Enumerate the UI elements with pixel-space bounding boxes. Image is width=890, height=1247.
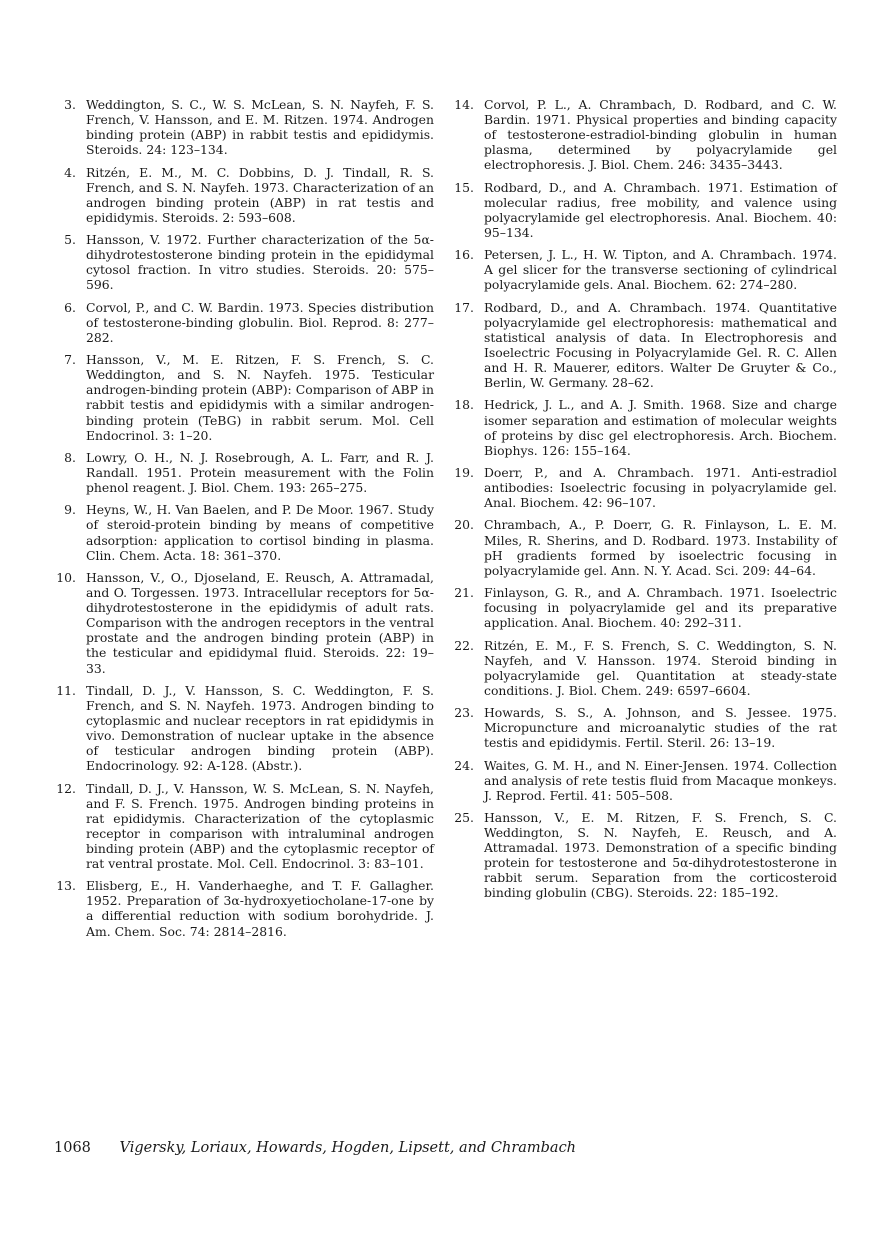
reference-item [452,97,837,172]
reference-text: Tindall, D. J., V. Hansson, S. C. Weddington, F. S. French, and S. N. Nayfeh. 1973. Androgen binding to cytoplasmic and nuclear receptors in rat epididymis in vivo. Demonstration of nuclear uptake in the absence of testicular androgen binding protein (ABP). Endocrinology. 92: A-128. (Abstr.). [86,682,434,774]
references-left-column [54,97,434,946]
reference-item [54,683,434,774]
reference-number: 13. [56,878,76,894]
reference-item [54,352,434,443]
reference-item [452,397,837,457]
reference-number: 19. [454,465,474,480]
references-right-column [452,97,837,908]
reference-item [452,180,837,240]
reference-item [452,300,837,391]
reference-text: Hansson, V. 1972. Further characterization of the 5α-dihydrotestosterone binding protein in the epididymal cytosol fraction. In vitro studies. Steroids. 20: 575–596. [86,232,434,293]
reference-item [452,517,837,577]
reference-item [54,878,434,938]
reference-item [452,810,837,901]
reference-text: Hansson, V., E. M. Ritzen, F. S. French, S. C. Weddington, S. N. Nayfeh, E. Reusch, and A. Attramadal. 1973. Demonstration of a specific binding protein for testosterone and 5α-dihydrotestosterone in rabbit serum. Separation from the corticosteroid binding globulin (CBG). Steroids. 22: 185–192. [484,810,837,901]
reference-text: Heyns, W., H. Van Baelen, and P. De Moor. 1967. Study of steroid-protein binding by means of competitive adsorption: application to cortisol binding in plasma. Clin. Chem. Acta. 18: 361–370. [86,502,434,563]
reference-text: Hedrick, J. L., and A. J. Smith. 1968. Size and charge isomer separation and estimation of molecular weights of proteins by disc gel electrophoresis. Arch. Biochem. Biophys. 126: 155–164. [484,397,837,458]
reference-item [54,165,434,225]
reference-text: Lowry, O. H., N. J. Rosebrough, A. L. Farr, and R. J. Randall. 1951. Protein measurement with the Folin phenol reagent. J. Biol. Chem. 193: 265–275. [86,449,434,496]
reference-item [452,585,837,630]
reference-item [54,97,434,157]
reference-text: Ritzén, E. M., F. S. French, S. C. Weddington, S. N. Nayfeh, and V. Hansson. 1974. Steroid binding in polyacrylamide gel. Quantitation at steady-state conditions. J. Biol. Chem. 249: 6597–6604. [484,637,837,698]
reference-number: 5. [64,232,76,248]
reference-number: 6. [64,299,76,315]
reference-number: 24. [454,757,474,773]
reference-text: Corvol, P., and C. W. Bardin. 1973. Species distribution of testosterone-binding globulin. Biol. Reprod. 8: 277–282. [86,299,434,345]
reference-item [452,705,837,750]
reference-number: 17. [454,299,474,315]
reference-item [54,300,434,345]
reference-item [54,450,434,495]
reference-number: 16. [454,247,474,263]
reference-text: Weddington, S. C., W. S. McLean, S. N. Nayfeh, F. S. French, V. Hansson, and E. M. Ritzen. 1974. Androgen binding protein (ABP) in rabbit testis and epididymis. Steroids. 24: 123–134. [86,97,434,158]
reference-text: Finlayson, G. R., and A. Chrambach. 1971. Isoelectric focusing in polyacrylamide gel and its preparative application. Anal. Biochem. 40: 292–311. [484,585,837,631]
reference-number: 15. [454,179,474,195]
reference-item [452,638,837,698]
reference-number: 20. [454,517,474,533]
reference-number: 9. [64,502,76,518]
reference-number: 4. [64,164,76,180]
reference-item [54,781,434,872]
reference-number: 23. [454,705,474,721]
reference-text: Rodbard, D., and A. Chrambach. 1974. Quantitative polyacrylamide gel electrophoresis: mathematical and statistical analysis of data. In Electrophoresis and Isoelectric Focusing in Polyacrylamide Gel. R. C. Allen and H. R. Mauerer, editors. Walter De Gruyter & Co., Berlin, W. Germany. 28–62. [484,299,837,391]
reference-text: Petersen, J. L., H. W. Tipton, and A. Chrambach. 1974. A gel slicer for the transverse sectioning of cylindrical polyacrylamide gels. Anal. Biochem. 62: 274–280. [484,247,837,293]
reference-item [54,502,434,562]
reference-text: Hansson, V., M. E. Ritzen, F. S. French, S. C. Weddington, and S. N. Nayfeh. 1975. Testicular androgen-binding protein (ABP): Comparison of ABP in rabbit testis and epididymis with a similar androgen-binding protein (TeBG) in rabbit serum. Mol. Cell Endocrinol. 3: 1–20. [86,352,434,443]
reference-text: Tindall, D. J., V. Hansson, W. S. McLean, S. N. Nayfeh, and F. S. French. 1975. Androgen binding proteins in rat epididymis. Characterization of the cytoplasmic receptor in comparison with intraluminal androgen binding protein (ABP) and the cytoplasmic receptor of rat ventral prostate. Mol. Cell. Endocrinol. 3: 83–101. [86,780,434,871]
page-number: 1068 [54,1140,91,1156]
reference-number: 10. [56,569,76,585]
reference-number: 7. [64,352,76,368]
reference-text: Ritzén, E. M., M. C. Dobbins, D. J. Tindall, R. S. French, and S. N. Nayfeh. 1973. Characterization of an androgen binding protein (ABP) in rat testis and epididymis. Steroids. 2: 593–608. [86,164,434,225]
page-footer [54,1140,576,1156]
reference-number: 3. [64,97,76,112]
reference-number: 25. [454,810,474,825]
reference-item [452,758,837,803]
reference-text: Howards, S. S., A. Johnson, and S. Jessee. 1975. Micropuncture and microanalytic studies of the rat testis and epididymis. Fertil. Steril. 26: 13–19. [484,705,837,751]
reference-number: 18. [454,397,474,413]
reference-text: Rodbard, D., and A. Chrambach. 1971. Estimation of molecular radius, free mobility, and valence using polyacrylamide gel electrophoresis. Anal. Biochem. 40: 95–134. [484,179,837,240]
reference-item [54,570,434,676]
reference-number: 11. [56,682,76,698]
reference-item [452,247,837,292]
reference-item [54,232,434,292]
reference-text: Hansson, V., O., Djoseland, E. Reusch, A. Attramadal, and O. Torgessen. 1973. Intracellular receptors for 5α-dihydrotestosterone in the epididymis of adult rats. Comparison with the androgen receptors in the ventral prostate and the androgen binding protein (ABP) in the testicular and epididymal fluid. Steroids. 22: 19–33. [86,569,434,676]
reference-number: 8. [64,449,76,465]
reference-number: 14. [454,97,474,112]
reference-number: 12. [56,780,76,796]
reference-number: 22. [454,637,474,653]
reference-text: Doerr, P., and A. Chrambach. 1971. Anti-estradiol antibodies: Isoelectric focusing in polyacrylamide gel. Anal. Biochem. 42: 96–107. [484,465,837,511]
running-authors: Vigersky, Loriaux, Howards, Hogden, Lipsett, and Chrambach [119,1140,577,1156]
reference-item [452,465,837,510]
reference-text: Chrambach, A., P. Doerr, G. R. Finlayson, L. E. M. Miles, R. Sherins, and D. Rodbard. 1973. Instability of pH gradients formed by isoelectric focusing in polyacrylamide gel. Ann. N. Y. Acad. Sci. 209: 44–64. [484,517,837,578]
reference-text: Elisberg, E., H. Vanderhaeghe, and T. F. Gallagher. 1952. Preparation of 3α-hydroxyetiocholane-17-one by a differential reduction with sodium borohydride. J. Am. Chem. Soc. 74: 2814–2816. [86,878,434,939]
reference-number: 21. [454,585,474,601]
reference-text: Corvol, P. L., A. Chrambach, D. Rodbard, and C. W. Bardin. 1971. Physical properties and binding capacity of testosterone-estradiol-binding globulin in human plasma, determined by polyacrylamide gel electrophoresis. J. Biol. Chem. 246: 3435–3443. [484,97,837,173]
reference-text: Waites, G. M. H., and N. Einer-Jensen. 1974. Collection and analysis of rete testis fluid from Macaque monkeys. J. Reprod. Fertil. 41: 505–508. [484,757,837,803]
